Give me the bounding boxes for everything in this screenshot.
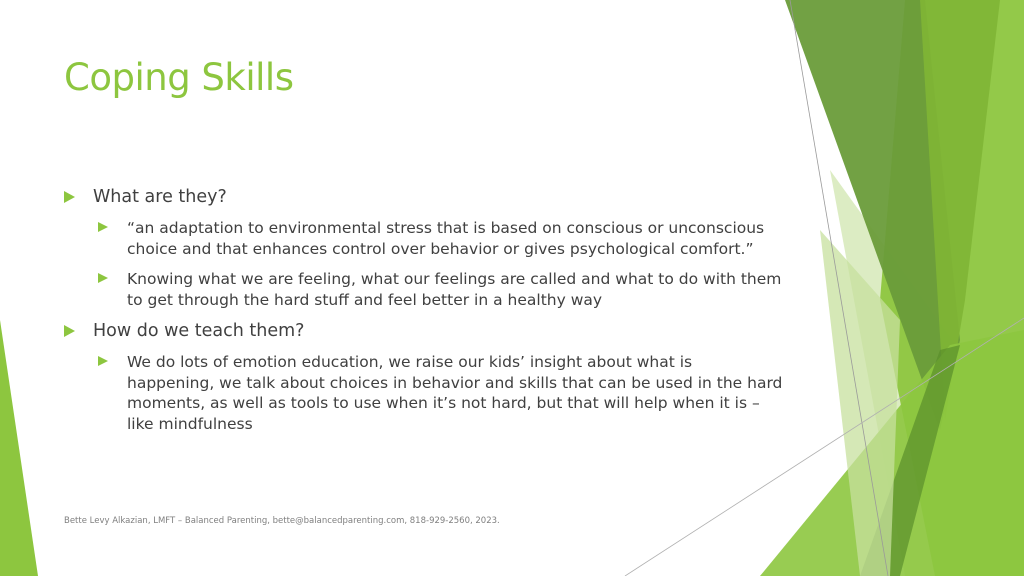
slide-content: [64, 186, 784, 444]
sub-bullet-text: We do lots of emotion education, we raise our kids’ insight about what is happening, we talk about choices in behavior and skills that can be used in the hard moments, as well as tools to use when it’s not hard, but that will help when it is – like mindfulness: [127, 353, 783, 433]
left-sliver: [0, 320, 38, 576]
sub-bullet-emotion-education: [98, 352, 784, 434]
bullet-arrow-icon: [98, 222, 108, 232]
bullet-text: How do we teach them?: [93, 321, 305, 341]
bullet-arrow-icon: [64, 191, 75, 203]
bullet-arrow-icon: [64, 325, 75, 337]
bullet-arrow-icon: [98, 273, 108, 283]
slide-title: Coping Skills: [64, 56, 294, 99]
sub-bullet-text: Knowing what we are feeling, what our feelings are called and what to do with them to get through the hard stuff and feel better in a healthy way: [127, 270, 782, 309]
sub-bullet-knowing: [98, 269, 784, 310]
slide-footer: Bette Levy Alkazian, LMFT – Balanced Parenting, bette@balancedparenting.com, 818-929-2560, 2023.: [64, 516, 500, 526]
bullet-how-do-we-teach: [64, 320, 784, 342]
sub-bullet-text: “an adaptation to environmental stress that is based on conscious or unconscious choice and that enhances control over behavior or gives psychological comfort.”: [127, 219, 765, 258]
bullet-text: What are they?: [93, 187, 227, 207]
bullet-arrow-icon: [98, 356, 108, 366]
sub-bullet-definition: [98, 218, 784, 259]
bullet-what-are-they: [64, 186, 784, 208]
